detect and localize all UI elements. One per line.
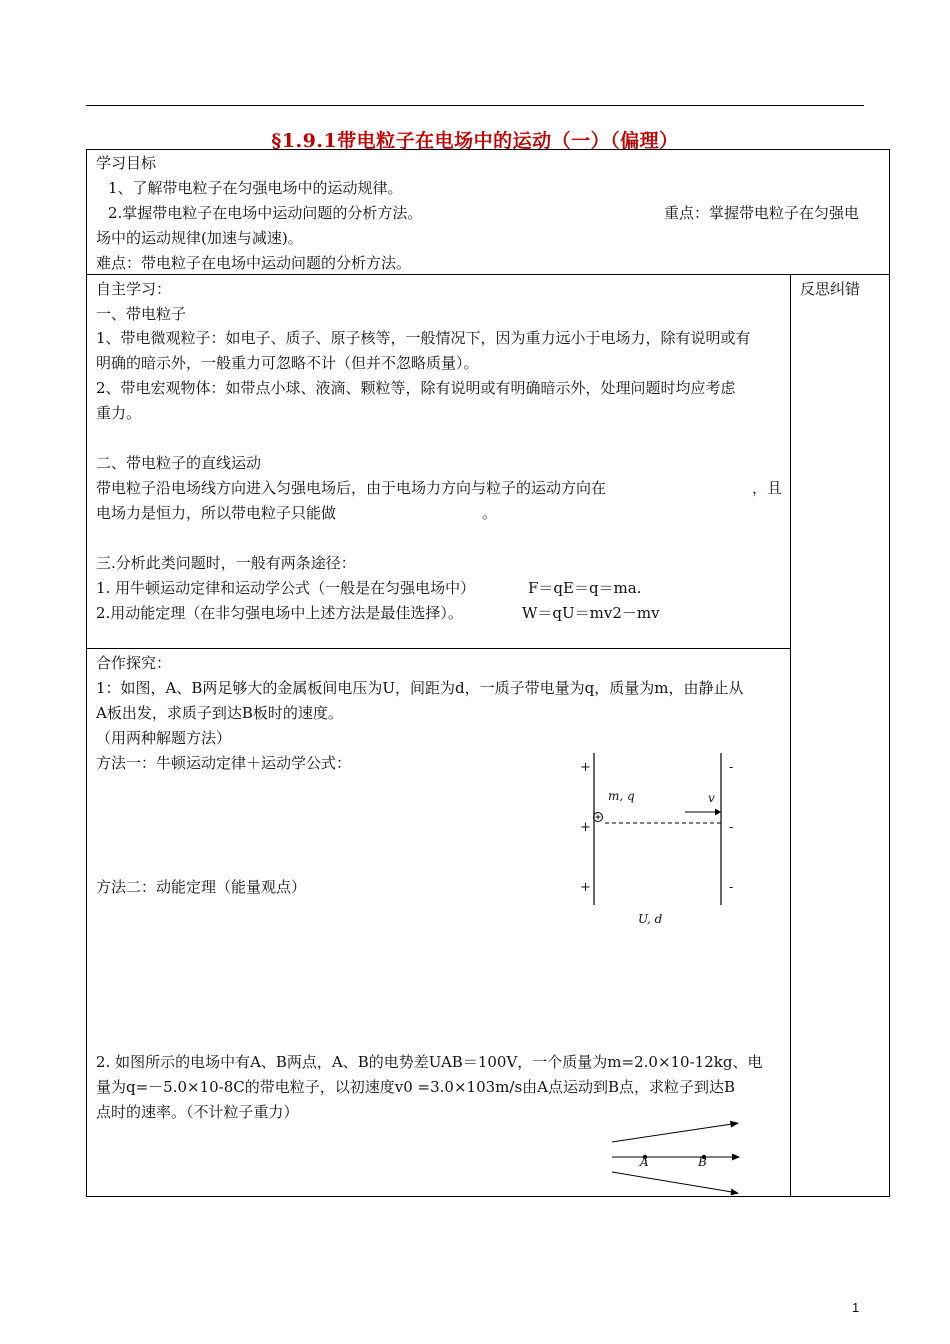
question-1-cont: A板出发，求质子到达B板时的速度。: [96, 704, 343, 722]
label-a: A: [640, 1155, 649, 1169]
minus-sign-3: -: [729, 880, 734, 895]
section-2-title: 二、带电粒子的直线运动: [96, 454, 262, 472]
section-2-para-end: ，且: [752, 479, 783, 497]
question-2: 2. 如图所示的电场中有A、B两点，A、B的电势差UAB＝100V，一个质量为m=2.0×10-12kg、电: [96, 1053, 763, 1071]
label-ud: U, d: [638, 912, 663, 926]
section-1-para-2-cont: 重力。: [96, 404, 142, 422]
page-number: 1: [852, 1300, 860, 1315]
self-study-heading: 自主学习：: [96, 280, 172, 298]
plus-sign-3: +: [580, 880, 591, 895]
question-2-cont: 量为q=－5.0×10-8C的带电粒子，以初速度v0 =3.0×103m/s由A点运动到B点，求粒子到达B: [96, 1078, 736, 1096]
label-mq: m, q: [608, 789, 635, 803]
section-3-line-1: 1. 用牛顿运动定律和运动学公式（一般是在匀强电场中）: [96, 579, 476, 597]
objective-1: 1、了解带电粒子在匀强电场中的运动规律。: [108, 179, 403, 197]
plus-sign-2: +: [580, 820, 591, 835]
cooperative-heading: 合作探究：: [96, 654, 172, 672]
reflection-column: [790, 274, 890, 1197]
section-1-para-1: 1、带电微观粒子：如电子、质子、原子核等，一般情况下，因为重力远小于电场力，除有说明或有: [96, 329, 751, 347]
field-lines-figure: [605, 1120, 750, 1200]
minus-sign-1: -: [729, 760, 734, 775]
section-2-para-cont: 电场力是恒力，所以带电粒子只能做: [96, 504, 337, 522]
parallel-plates-figure: [570, 745, 750, 935]
section-3-formula-2: W＝qU＝mv2－mv: [522, 604, 660, 622]
question-1-note: （用两种解题方法）: [96, 729, 232, 747]
objectives-heading: 学习目标: [96, 154, 157, 172]
section-2-para: 带电粒子沿电场线方向进入匀强电场后，由于电场力方向与粒子的运动方向在: [96, 479, 607, 497]
header-rule: [86, 105, 864, 106]
reflection-label: 反思纠错: [800, 280, 861, 298]
page-title: §1.9.1带电粒子在电场中的运动（一）（偏理）: [271, 130, 679, 152]
difficulty: 难点：带电粒子在电场中运动问题的分析方法。: [96, 254, 412, 272]
key-point: 重点：掌握带电粒子在匀强电: [664, 204, 860, 222]
section-1-para-2: 2、带电宏观物体：如带点小球、液滴、颗粒等，除有说明或有明确暗示外，处理问题时均应考虑: [96, 379, 736, 397]
plus-sign-1: +: [580, 760, 591, 775]
question-1: 1：如图，A、B两足够大的金属板间电压为U，间距为d，一质子带电量为q，质量为m，由静止从: [96, 679, 744, 697]
field-line-top: [612, 1124, 732, 1142]
objective-2: 2.掌握带电粒子在电场中运动问题的分析方法。: [108, 204, 423, 222]
minus-sign-2: -: [729, 820, 734, 835]
section-3-line-2: 2.用动能定理（在非匀强电场中上述方法是最佳选择）。: [96, 604, 463, 622]
method-1: 方法一：牛顿运动定律＋运动学公式：: [96, 754, 352, 772]
label-v: v: [708, 791, 715, 805]
section-1-title: 一、带电粒子: [96, 305, 187, 323]
method-2: 方法二：动能定理（能量观点）: [96, 878, 307, 896]
label-b: B: [698, 1155, 707, 1169]
section-3-title: 三.分析此类问题时，一般有两条途径：: [96, 554, 356, 572]
section-2-para-cont-end: 。: [482, 504, 498, 522]
key-point-cont: 场中的运动规律(加速与减速)。: [96, 229, 303, 247]
field-line-bottom: [612, 1172, 732, 1192]
section-1-para-1-cont: 明确的暗示外，一般重力可忽略不计（但并不忽略质量）。: [96, 354, 479, 372]
question-2-cont-2: 点时的速率。（不计粒子重力）: [96, 1103, 299, 1121]
section-3-formula-1: F＝qE＝q＝ma.: [528, 579, 642, 597]
